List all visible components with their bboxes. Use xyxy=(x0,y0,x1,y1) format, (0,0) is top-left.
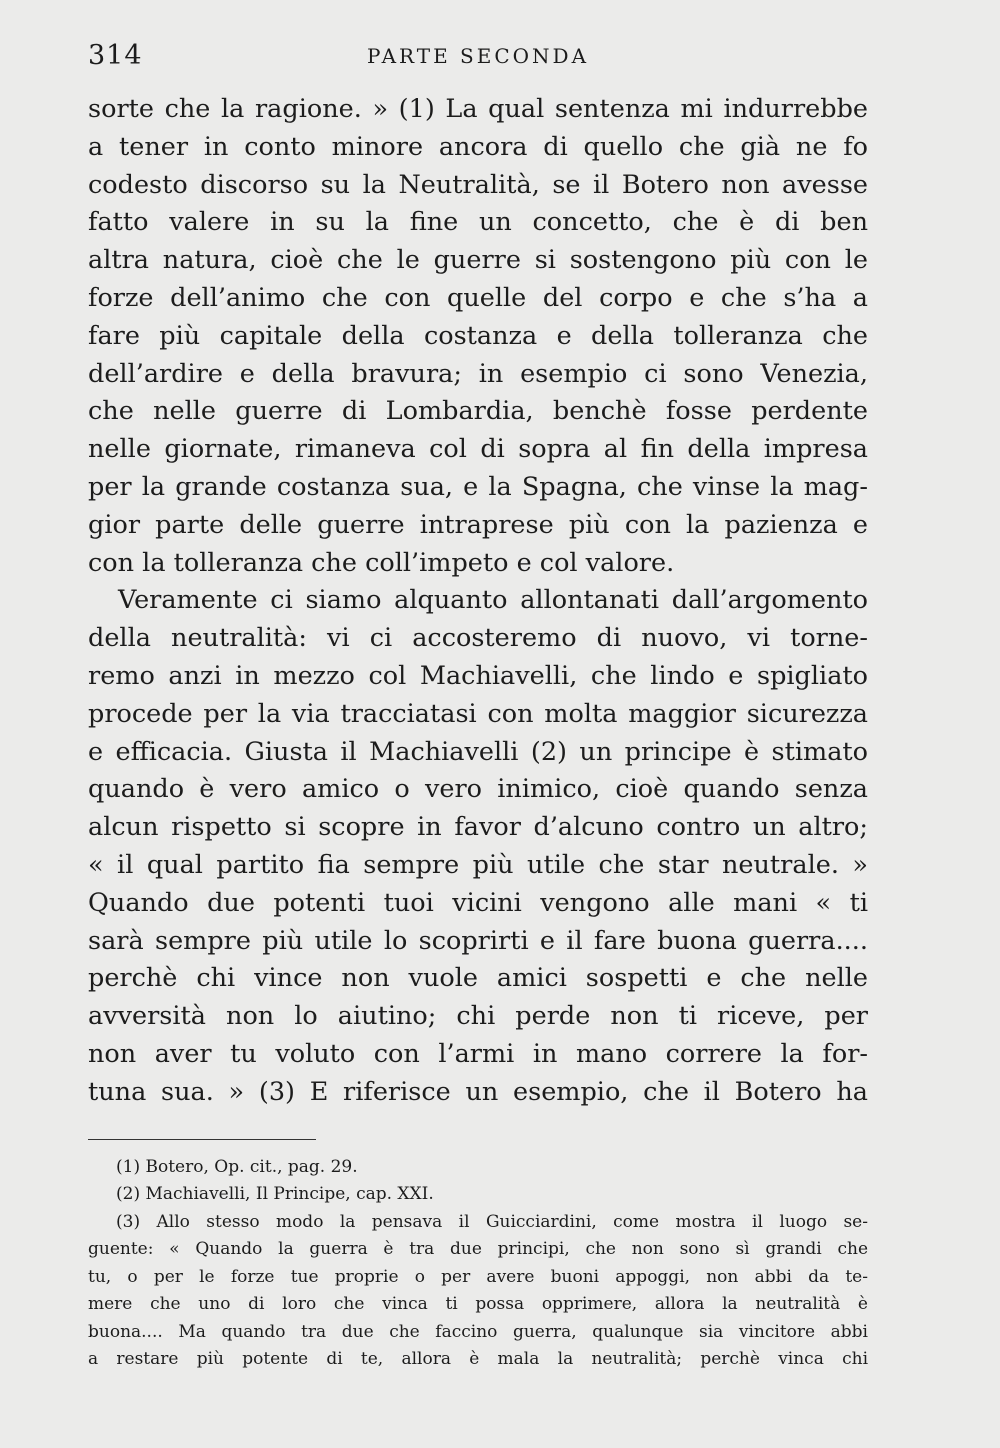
text-line: alcun rispetto si scopre in favor d’alcuno contro un altro; xyxy=(88,812,868,843)
text-line: sorte che la ragione. » (1) La qual sentenza mi indurrebbe xyxy=(88,94,868,124)
text-line: codesto discorso su la Neutralità, se il Botero non avesse xyxy=(88,169,868,200)
text-line: non aver tu voluto con l’armi in mano correre la for- xyxy=(88,1038,868,1069)
text-line: quando è vero amico o vero inimico, cioè quando senza xyxy=(88,774,868,805)
text-line: tuna sua. » (3) E riferisce un esempio, che il Botero ha xyxy=(88,1076,868,1107)
footnote-3: (3) Allo stesso modo la pensava il Guicciardini, come mostra il luogo se- xyxy=(116,1211,868,1232)
text-line: fare più capitale della costanza e della tolleranza che xyxy=(88,320,868,351)
footnote-1: (1) Botero, Op. cit., pag. 29. xyxy=(116,1156,358,1177)
footnote-3-line: guente: « Quando la guerra è tra due principi, che non sono sì grandi che xyxy=(88,1239,868,1260)
text-line: « il qual partito fia sempre più utile che star neutrale. » xyxy=(88,849,868,880)
footnote-rule xyxy=(88,1139,316,1140)
text-line: procede per la via tracciatasi con molta maggior sicurezza xyxy=(88,698,868,729)
text-line: altra natura, cioè che le guerre si sostengono più con le xyxy=(88,245,868,276)
text-line: forze dell’animo che con quelle del corpo e che s’ha a xyxy=(88,282,868,313)
book-page xyxy=(88,40,868,1374)
footnote-2: (2) Machiavelli, Il Principe, cap. XXI. xyxy=(116,1184,434,1205)
text-line: avversità non lo aiutino; chi perde non ti riceve, per xyxy=(88,1001,868,1032)
footnote-3-line: a restare più potente di te, allora è mala la neutralità; perchè vinca chi xyxy=(88,1349,868,1370)
footnote-3-line: mere che uno di loro che vinca ti possa opprimere, allora la neutralità è xyxy=(88,1294,868,1315)
text-line: della neutralità: vi ci accosteremo di nuovo, vi torne- xyxy=(88,623,868,654)
text-line: che nelle guerre di Lombardia, benchè fosse perdente xyxy=(88,396,868,427)
text-line: perchè chi vince non vuole amici sospetti e che nelle xyxy=(88,963,868,994)
text-line: nelle giornate, rimaneva col di sopra al fin della impresa xyxy=(88,434,868,465)
text-line: gior parte delle guerre intraprese più con la pazienza e xyxy=(88,509,868,540)
text-line: con la tolleranza che coll’impeto e col valore. xyxy=(88,547,675,578)
body-text xyxy=(88,91,868,1112)
footnote-3-line: tu, o per le forze tue proprie o per avere buoni appoggi, non abbi da te- xyxy=(88,1266,868,1287)
text-line: sarà sempre più utile lo scoprirti e il fare buona guerra.... xyxy=(88,925,868,956)
text-line: Quando due potenti tuoi vicini vengono alle mani « ti xyxy=(88,887,868,918)
text-line: dell’ardire e della bravura; in esempio ci sono Venezia, xyxy=(88,358,868,389)
text-line: e efficacia. Giusta il Machiavelli (2) un principe è stimato xyxy=(88,736,868,767)
text-line: Veramente ci siamo alquanto allontanati dall’argomento xyxy=(118,585,868,616)
section-title: PARTE SECONDA xyxy=(366,44,590,68)
text-line: a tener in conto minore ancora di quello che già ne fo xyxy=(88,131,868,162)
text-line: per la grande costanza sua, e la Spagna, che vinse la mag- xyxy=(88,471,868,502)
running-head xyxy=(88,40,868,80)
text-line: fatto valere in su la fine un concetto, che è di ben xyxy=(88,207,868,238)
text-line: remo anzi in mezzo col Machiavelli, che lindo e spigliato xyxy=(88,660,868,691)
footnotes xyxy=(88,1154,868,1374)
page-number: 314 xyxy=(88,40,143,71)
footnote-3-line: buona.... Ma quando tra due che faccino guerra, qualunque sia vincitore abbi xyxy=(88,1321,868,1342)
